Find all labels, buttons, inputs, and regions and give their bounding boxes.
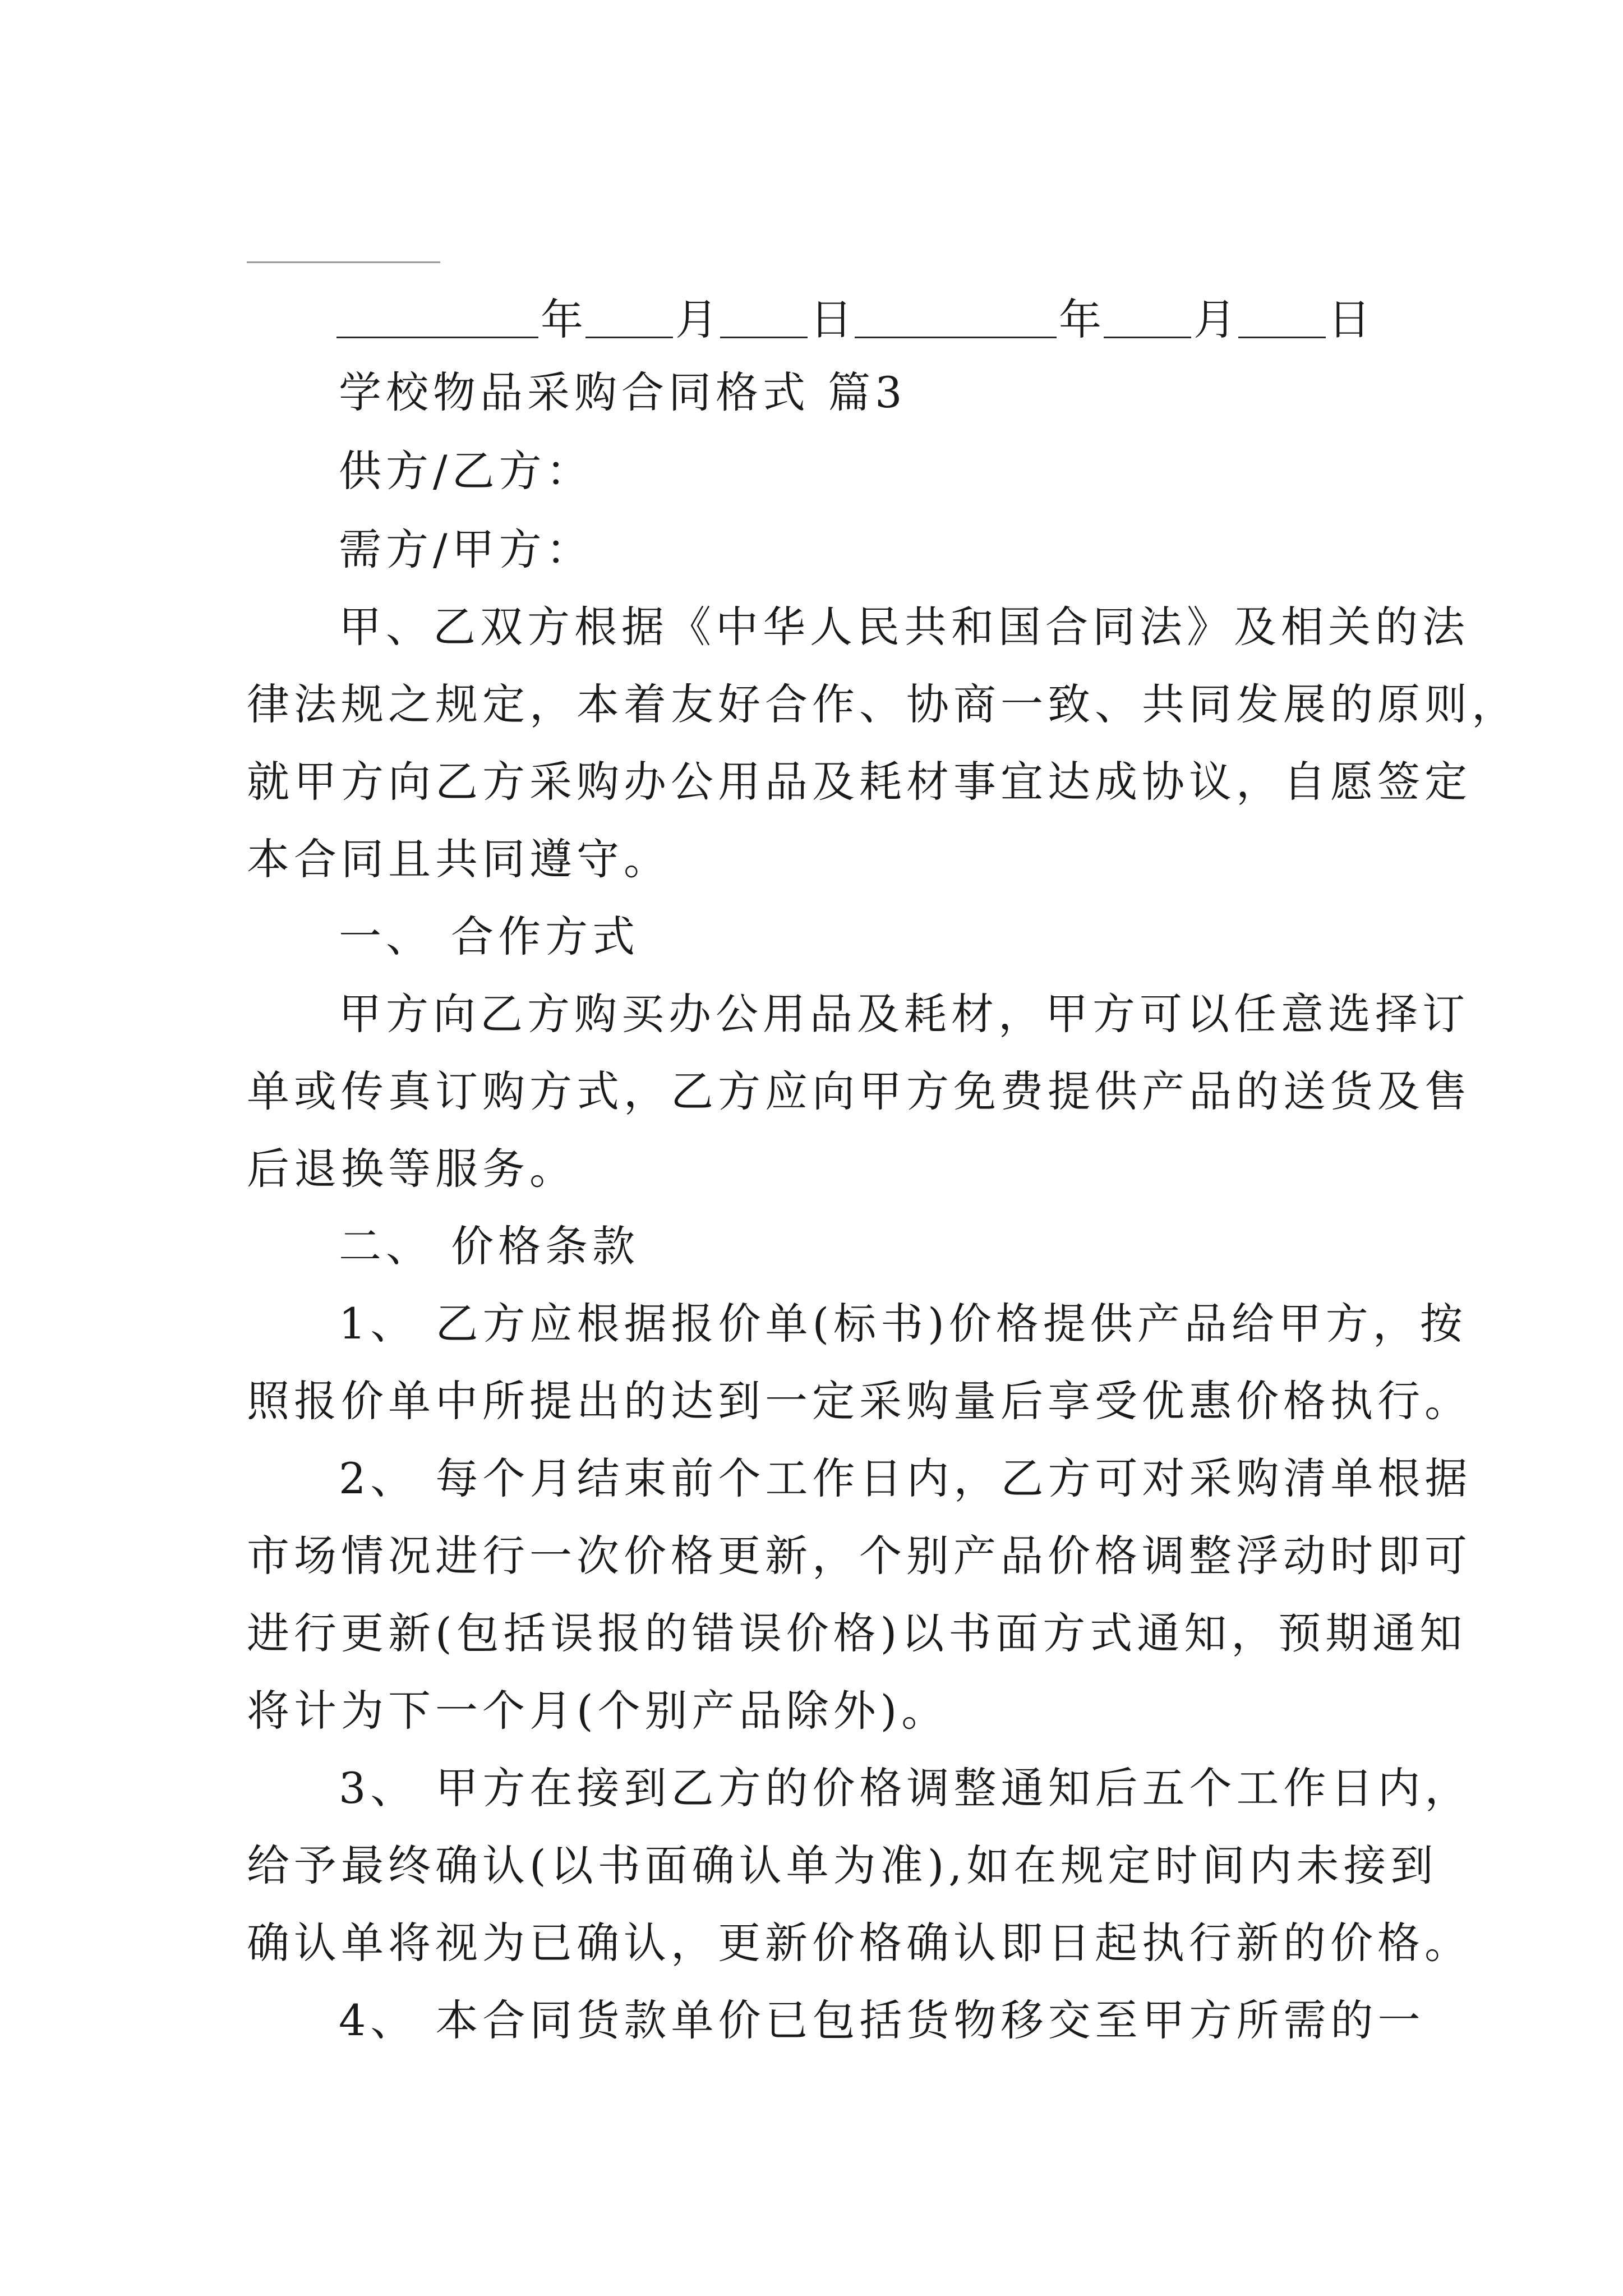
section-1-line-2: 单或传真订购方式，乙方应向甲方免费提供产品的送货及售 [247,1066,1472,1116]
signature-date-row [336,292,1373,348]
clause-4-line-1: 4、 本合同货款单价已包括货物移交至甲方所需的一 [339,1995,1425,2045]
section-1-line-3: 后退换等服务。 [247,1144,577,1194]
intro-line-2: 律法规之规定，本着友好合作、协商一致、共同发展的原则， [247,679,1519,729]
month-blank-1 [585,292,673,338]
month-label-2: 月 [1193,295,1236,344]
clause-2-line-1: 2、 每个月结束前个工作日内，乙方可对采购清单根据 [339,1453,1472,1503]
section-2-title: 二、 价格条款 [339,1221,640,1271]
intro-line-4: 本合同且共同遵守。 [247,834,671,884]
clause-3-line-3: 确认单将视为已确认，更新价格确认即日起执行新的价格。 [247,1918,1472,1968]
clause-2-line-4: 将计为下一个月(个别产品除外)。 [247,1686,949,1736]
clause-3-line-1: 3、 甲方在接到乙方的价格调整通知后五个工作日内， [339,1763,1472,1813]
year-blank-2 [855,292,1057,338]
day-blank-2 [1238,292,1326,338]
section-1-title: 一、 合作方式 [339,912,640,961]
month-label-1: 月 [675,295,718,344]
month-blank-2 [1104,292,1191,338]
year-label-2: 年 [1059,295,1101,344]
intro-line-3: 就甲方向乙方采购办公用品及耗材事宜达成协议，自愿签定 [247,757,1472,807]
clause-2-line-3: 进行更新(包括误报的错误价格)以书面方式通知，预期通知 [247,1608,1467,1658]
header-rule [247,261,440,263]
year-blank-1 [336,292,538,338]
supplier-label: 供方/乙方： [339,446,593,496]
intro-line-1: 甲、乙双方根据《中华人民共和国合同法》及相关的法 [339,602,1469,652]
year-label-1: 年 [541,295,583,344]
clause-1-line-2: 照报价单中所提出的达到一定采购量后享受优惠价格执行。 [247,1376,1472,1426]
day-label-1: 日 [810,295,852,344]
clause-3-line-2: 给予最终确认(以书面确认单为准),如在规定时间内未接到 [247,1841,1438,1890]
section-1-line-1: 甲方向乙方购买办公用品及耗材，甲方可以任意选择订 [339,989,1469,1039]
day-blank-1 [720,292,808,338]
buyer-label: 需方/甲方： [339,524,593,574]
document-heading: 学校物品采购合同格式 篇3 [339,367,907,417]
clause-2-line-2: 市场情况进行一次价格更新，个别产品价格调整浮动时即可 [247,1531,1472,1581]
day-label-2: 日 [1328,295,1371,344]
clause-1-line-1: 1、 乙方应根据报价单(标书)价格提供产品给甲方，按 [339,1299,1467,1349]
